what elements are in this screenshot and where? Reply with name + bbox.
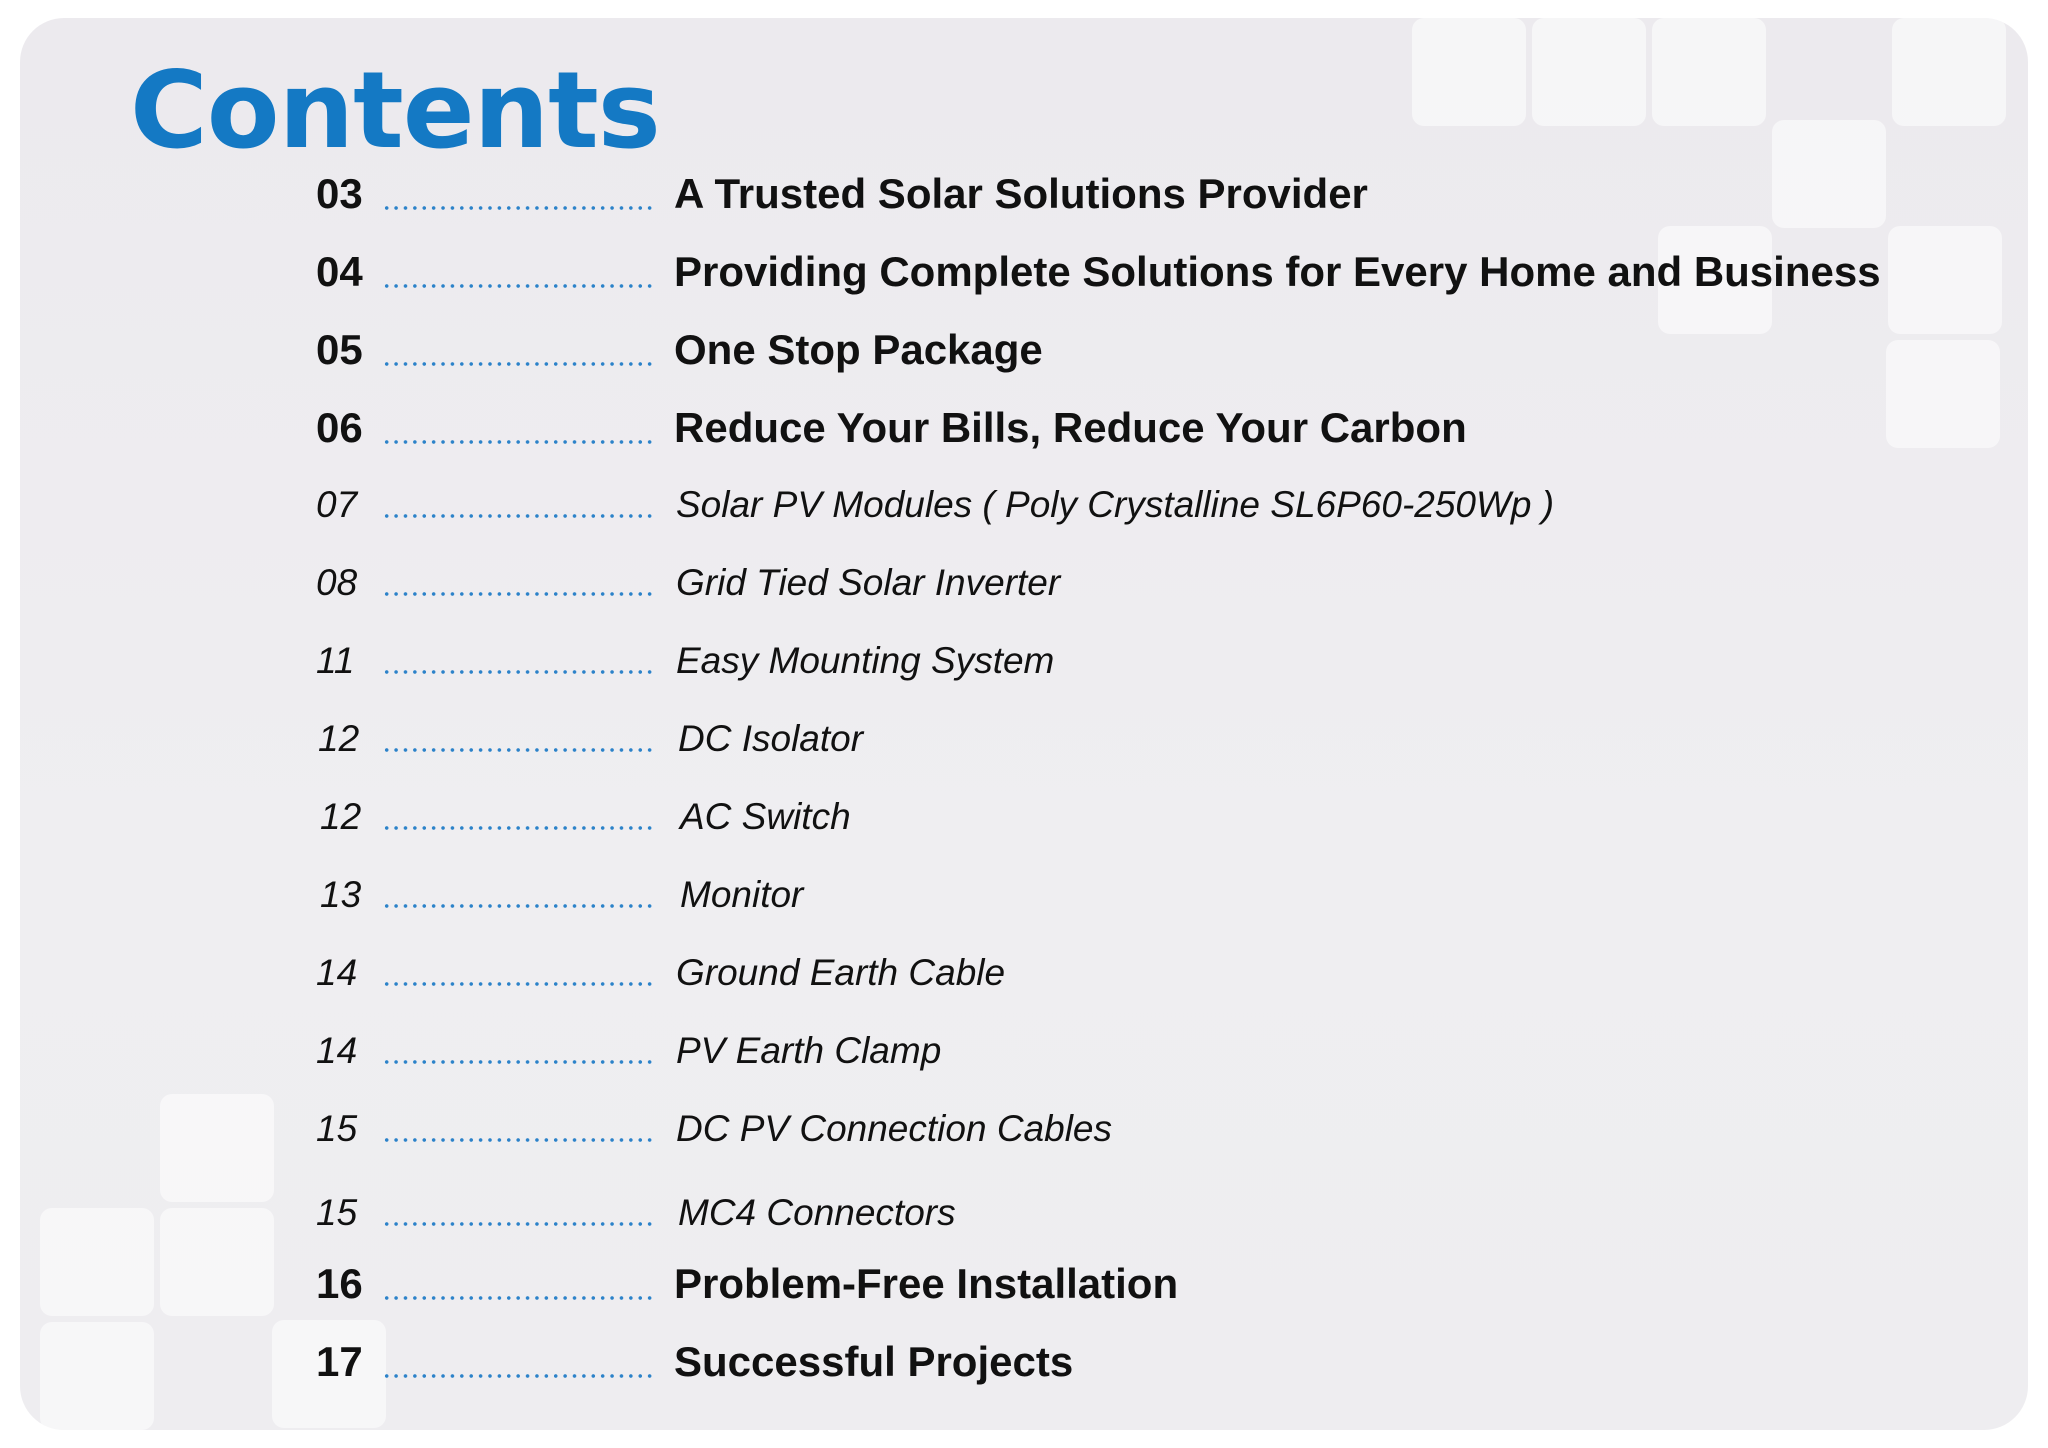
toc-leader-dots (382, 362, 654, 366)
toc-entry-title: Ground Earth Cable (676, 952, 1006, 993)
toc-leader-dots (382, 206, 654, 210)
toc-entry-title: AC Switch (680, 796, 851, 837)
contents-page (20, 18, 2028, 1430)
toc-leader-dots (382, 284, 654, 288)
toc-leader-dots (382, 1296, 654, 1300)
toc-leader-dots (382, 1222, 654, 1226)
toc-leader-dots (382, 1138, 654, 1142)
toc-entry[interactable] (20, 1184, 2028, 1244)
toc-page-number: 14 (316, 1030, 358, 1071)
toc-entry-title: PV Earth Clamp (676, 1030, 942, 1071)
toc-entry-title: Grid Tied Solar Inverter (676, 562, 1061, 603)
decorative-tile (1652, 18, 1766, 126)
toc-page-number: 11 (316, 640, 355, 681)
decorative-tile (1892, 18, 2006, 126)
toc-page-number: 04 (316, 248, 363, 295)
toc-leader-dots (382, 826, 654, 830)
toc-entry-title: Easy Mounting System (676, 640, 1055, 681)
toc-page-number: 12 (318, 718, 360, 759)
toc-entry[interactable] (20, 1258, 2028, 1318)
page-title: Contents (130, 49, 660, 172)
toc-entry[interactable] (20, 476, 2028, 536)
toc-page-number: 13 (320, 874, 362, 915)
toc-page-number: 08 (316, 562, 358, 603)
toc-page-number: 15 (316, 1192, 358, 1233)
toc-leader-dots (382, 982, 654, 986)
decorative-tile (1532, 18, 1646, 126)
toc-leader-dots (382, 440, 654, 444)
toc-entry-title: A Trusted Solar Solutions Provider (674, 170, 1368, 217)
toc-page-number: 14 (316, 952, 358, 993)
toc-entry[interactable] (20, 1100, 2028, 1160)
toc-page-number: 06 (316, 404, 363, 451)
toc-leader-dots (382, 748, 654, 752)
toc-page-number: 07 (316, 484, 358, 525)
toc-entry[interactable] (20, 402, 2028, 462)
toc-entry-title: Successful Projects (674, 1338, 1074, 1385)
toc-entry-title: Solar PV Modules ( Poly Crystalline SL6P60-250Wp ) (676, 484, 1555, 525)
toc-page-number: 05 (316, 326, 363, 373)
toc-leader-dots (382, 1374, 654, 1378)
toc-entry[interactable] (20, 632, 2028, 692)
toc-entry[interactable] (20, 1336, 2028, 1396)
toc-leader-dots (382, 670, 654, 674)
toc-leader-dots (382, 514, 654, 518)
toc-entry-title: Providing Complete Solutions for Every Home and Business (674, 248, 1881, 295)
toc-entry[interactable] (20, 710, 2028, 770)
toc-leader-dots (382, 904, 654, 908)
toc-entry[interactable] (20, 944, 2028, 1004)
toc-entry-title: DC PV Connection Cables (676, 1108, 1112, 1149)
toc-entry-title: Reduce Your Bills, Reduce Your Carbon (674, 404, 1467, 451)
toc-page-number: 12 (320, 796, 362, 837)
toc-entry-title: Monitor (680, 874, 804, 915)
toc-leader-dots (382, 592, 654, 596)
toc-entry[interactable] (20, 866, 2028, 926)
toc-entry[interactable] (20, 246, 2028, 306)
toc-page-number: 15 (316, 1108, 358, 1149)
toc-entry-title: One Stop Package (674, 326, 1043, 373)
toc-page-number: 16 (316, 1260, 363, 1307)
toc-entry-title: MC4 Connectors (678, 1192, 956, 1233)
toc-entry[interactable] (20, 1022, 2028, 1082)
toc-page-number: 17 (316, 1338, 363, 1385)
toc-leader-dots (382, 1060, 654, 1064)
toc-entry[interactable] (20, 324, 2028, 384)
toc-entry-title: DC Isolator (678, 718, 864, 759)
toc-entry[interactable] (20, 168, 2028, 228)
toc-entry[interactable] (20, 788, 2028, 848)
toc-entry-title: Problem-Free Installation (674, 1260, 1179, 1307)
decorative-tile (1412, 18, 1526, 126)
toc-entry[interactable] (20, 554, 2028, 614)
toc-page-number: 03 (316, 170, 363, 217)
